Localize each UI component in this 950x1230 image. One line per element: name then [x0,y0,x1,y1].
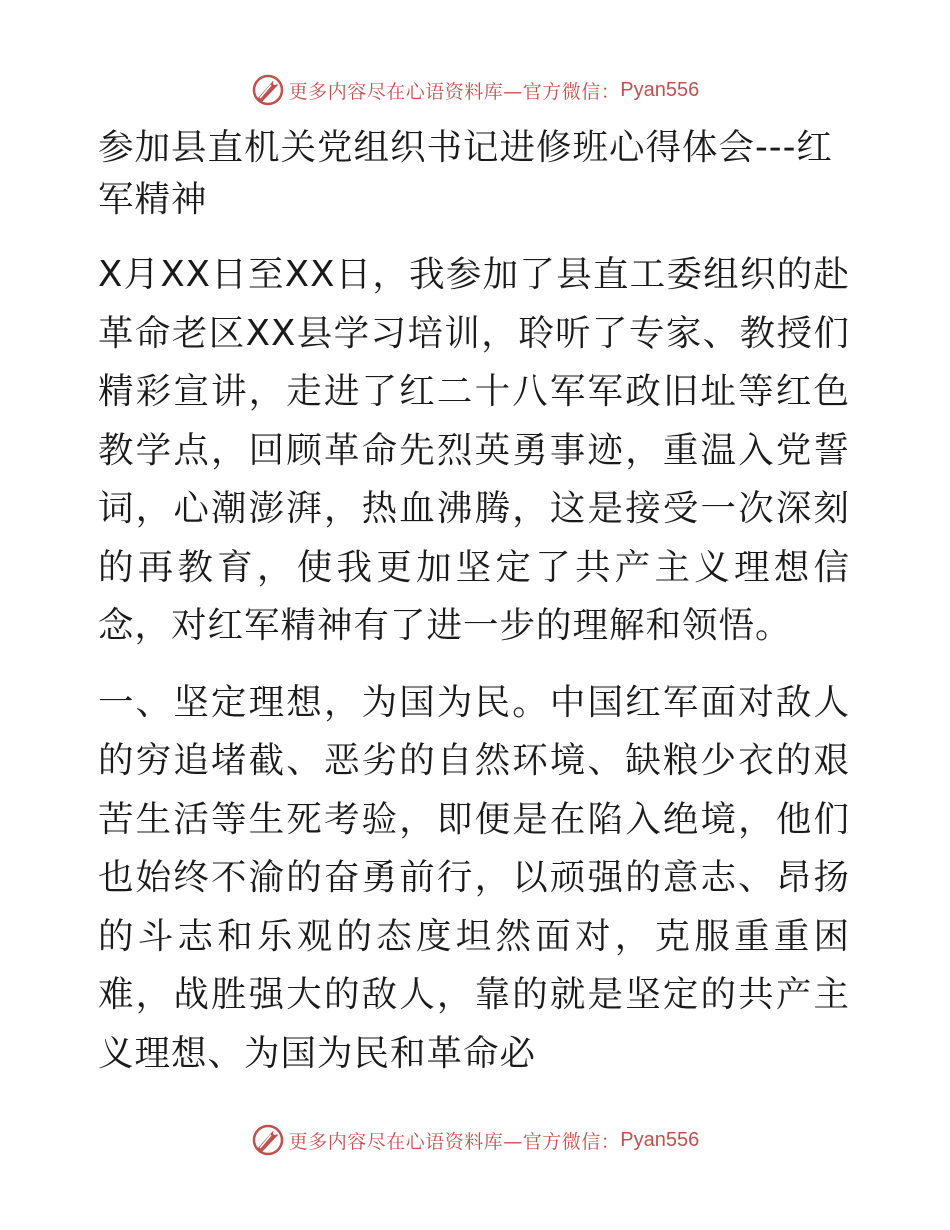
watermark-text: 更多内容尽在心语资料库—官方微信： [288,1130,621,1153]
document-body [98,122,850,1101]
pen-nib-logo-icon [251,73,285,107]
footer-watermark [0,1118,950,1162]
pen-nib-logo-icon [251,1123,285,1157]
watermark-wechat-id: Pyan556 [620,78,700,101]
header-watermark [0,68,950,112]
paragraph-intro: X月XX日至XX日，我参加了县直工委组织的赴革命老区XX县学习培训，聆听了专家、教授们精彩宣讲，走进了红二十八军军政旧址等红色教学点，回顾革命先烈英勇事迹，重温入党誓词，心潮澎湃，热血沸腾，这是接受一次深刻的再教育，使我更加坚定了共产主义理想信念，对红军精神有了进一步的理解和领悟。 [98,254,850,646]
watermark-text: 更多内容尽在心语资料库—官方微信： [288,80,621,103]
document-title: 参加县直机关党组织书记进修班心得体会---红军精神 [98,127,833,220]
watermark-wechat-id: Pyan556 [620,1128,700,1151]
paragraph-section-one: 一、坚定理想，为国为民。中国红军面对敌人的穷追堵截、恶劣的自然环境、缺粮少衣的艰苦生活等生死考验，即便是在陷入绝境，他们也始终不渝的奋勇前行，以顽强的意志、昂扬的斗志和乐观的态度坦然面对，克服重重困难，战胜强大的敌人，靠的就是坚定的共产主义理想、为国为民和革命必 [98,681,850,1074]
